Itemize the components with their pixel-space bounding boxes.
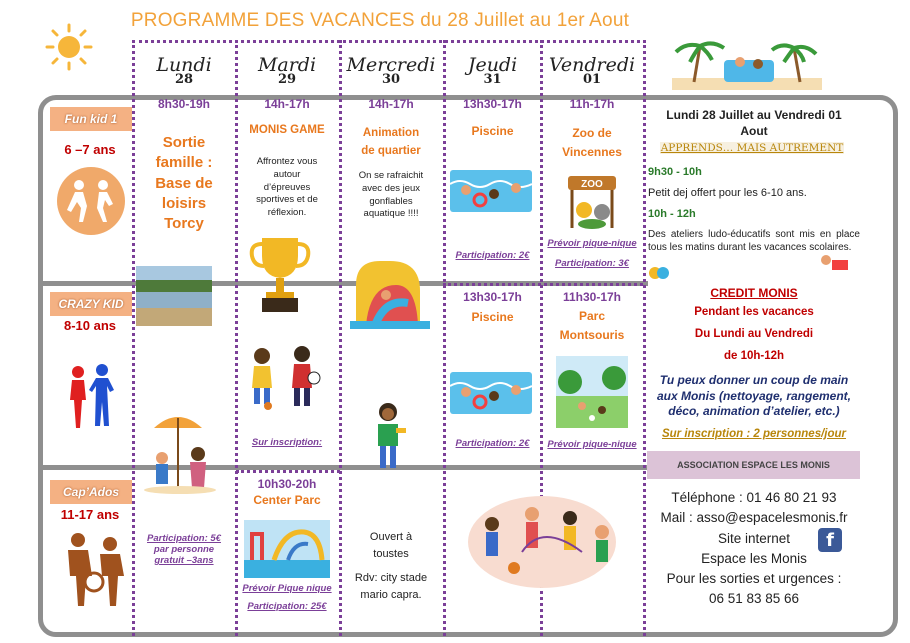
credit-title: CREDIT MONIS: [710, 286, 798, 300]
child-water-gun-illustration: [370, 400, 406, 472]
day-header-mercredi: [341, 54, 441, 87]
column-divider: [643, 40, 646, 636]
kids-sport-illustration: [244, 344, 326, 410]
vendredi-note-2: Prévoir pique-nique: [547, 439, 637, 450]
day-number: 30: [381, 72, 401, 87]
info-slot-1-text: Petit dej offert pour les 6-10 ans.: [648, 187, 807, 199]
group-label-fun-kid: Fun kid 1: [50, 107, 132, 131]
row-separator-2: [38, 465, 648, 470]
place-line: mario capra.: [360, 589, 422, 602]
contact-email[interactable]: Mail : asso@espacelesmonis.fr: [660, 510, 848, 526]
swimming-kids-illustration: [450, 372, 532, 414]
desc-line: autour: [273, 168, 301, 180]
association-banner: ASSOCIATION ESPACE LES MONIS: [647, 451, 860, 479]
mardi-time-2: 10h30-20h: [257, 477, 317, 491]
page-title: PROGRAMME DES VACANCES du 28 Juillet au 1er Aout: [130, 10, 630, 31]
activity-line: Vincennes: [562, 145, 622, 160]
mercredi-activity: [341, 124, 441, 161]
kids-jumping-icon: [55, 165, 127, 237]
swimming-kids-illustration: [450, 170, 532, 212]
beach-palm-illustration: [672, 38, 822, 90]
trophy-icon: [248, 234, 312, 316]
info-slot-2-text: Des ateliers ludo-éducatifs sont mis en place tous les matins durant les vacances scolaires.: [648, 229, 860, 253]
mercredi-time: 14h-17h: [368, 97, 414, 111]
day-number: 29: [277, 72, 297, 87]
park-illustration: [556, 356, 628, 428]
group-age: 11-17 ans: [60, 507, 120, 522]
day-number: 31: [483, 72, 502, 87]
info-title-line: Lundi 28 Juillet au Vendredi 01: [666, 108, 842, 122]
desc-line: aquatique !!!!: [363, 208, 419, 220]
contact-urgent-phone: 06 51 83 85 66: [708, 591, 800, 607]
header-top-line: [132, 40, 646, 43]
day-name: Vendredi: [548, 54, 636, 76]
zoo-illustration: [562, 172, 622, 230]
kids-reading-icon: [818, 252, 852, 272]
day-number: 01: [582, 72, 602, 87]
hands-icon: [648, 262, 670, 284]
day-name: Mercredi: [346, 54, 436, 76]
info-title-line: Aout: [740, 123, 768, 138]
vendredi-activity: [542, 124, 642, 162]
mardi-inscription: Sur inscription:: [251, 437, 323, 448]
participation-detail: gratuit –3ans: [154, 555, 214, 566]
info-slot-1-time: 9h30 - 10h: [648, 166, 702, 178]
credit-description: Tu peux donner un coup de main aux Monis (nettoyage, rangement, déco, animation d’atelier, etc.): [656, 373, 852, 419]
vendredi-activity-2: [542, 307, 642, 345]
credit-inscription: Sur inscription : 2 personnes/jour: [661, 428, 847, 440]
open-line: toustes: [373, 548, 409, 561]
facebook-icon[interactable]: f: [818, 528, 842, 552]
desc-line: gonflables: [369, 195, 413, 207]
lake-photo: [136, 266, 212, 326]
contact-phone: Téléphone : 01 46 80 21 93: [671, 490, 837, 505]
credit-line-1: Pendant les vacances: [694, 306, 814, 318]
contact-site-label: Site internet: [717, 530, 791, 546]
activity-line: Parc: [578, 309, 606, 323]
contact-urgent-label: Pour les sorties et urgences :: [666, 571, 842, 586]
activity-line: Sortie: [162, 134, 206, 151]
activity-line: Base de: [155, 174, 213, 192]
activity-line: famille :: [155, 154, 213, 172]
group-label-crazy-kid: CRAZY KID: [50, 292, 132, 316]
water-park-photo: [244, 520, 330, 578]
cell-divider: [236, 470, 340, 473]
jeudi-activity-2: Piscine: [471, 310, 514, 324]
vendredi-time: 11h-17h: [569, 97, 615, 111]
info-slot-2-time: 10h - 12h: [648, 208, 696, 220]
group-label-cap-ados: Cap’Ados: [50, 480, 132, 504]
day-header-jeudi: [445, 54, 540, 87]
day-header-mardi: [237, 54, 337, 87]
lundi-activity: [136, 133, 232, 234]
kids-sports-illustration: [452, 474, 632, 594]
vendredi-time-2: 11h30-17h: [562, 290, 622, 304]
day-number: 28: [174, 72, 194, 87]
open-line: Ouvert à: [369, 531, 413, 543]
participation-detail: par personne: [153, 544, 215, 555]
mardi-note: Prévoir Pique nique: [242, 583, 332, 594]
jeudi-time: 13h30-17h: [463, 97, 522, 111]
credit-line-3: de 10h-12h: [723, 350, 785, 362]
mercredi-description: [345, 170, 437, 221]
vendredi-note: Prévoir pique-nique: [547, 238, 637, 249]
group-age: 8-10 ans: [63, 318, 117, 333]
activity-line: Montsouris: [559, 328, 625, 343]
jeudi-time-2: 13h30-17h: [463, 290, 522, 304]
mardi-time: 14h-17h: [264, 97, 310, 111]
jeudi-participation: Participation: 2€: [455, 250, 530, 261]
desc-line: sportives et de: [256, 194, 318, 206]
cell-divider: [443, 283, 643, 286]
day-header-lundi: [134, 54, 234, 87]
info-title: [648, 108, 860, 139]
desc-line: On se rafraichit: [358, 170, 424, 181]
lundi-time: 8h30-19h: [157, 97, 211, 111]
day-name: Jeudi: [467, 54, 518, 76]
participation-label: Participation: 5€: [147, 533, 221, 544]
mercredi-place: [341, 570, 441, 604]
contact-site-name[interactable]: Espace les Monis: [701, 550, 807, 566]
lundi-participation: [134, 533, 234, 566]
activity-line: loisirs: [161, 194, 207, 212]
credit-line-2: Du Lundi au Vendredi: [694, 328, 814, 340]
activity-line: Animation: [362, 127, 420, 139]
day-name: Mardi: [257, 54, 317, 76]
desc-line: Affrontez vous: [256, 156, 318, 167]
vendredi-participation: Participation: 3€: [555, 258, 629, 269]
place-line: Rdv: city stade: [354, 572, 428, 584]
kids-silhouette-icon: [62, 362, 122, 432]
mardi-activity: MONIS GAME: [249, 124, 325, 136]
desc-line: réflexion.: [267, 207, 307, 219]
mercredi-open: [341, 529, 441, 563]
day-header-vendredi: [542, 54, 642, 87]
desc-line: d’épreuves: [263, 181, 311, 193]
zoo-sign-text: ZOO: [581, 179, 603, 190]
apprends-banner: APPRENDS… MAIS AUTREMENT: [660, 142, 844, 154]
water-slide-illustration: [346, 255, 434, 331]
mardi-description: [241, 156, 333, 220]
day-name: Lundi: [156, 54, 212, 76]
teens-silhouette-icon: [60, 530, 130, 608]
group-age: 6 –7 ans: [64, 142, 116, 157]
beach-family-illustration: [140, 408, 218, 494]
jeudi-participation-2: Participation: 2€: [455, 438, 530, 449]
activity-line: de quartier: [361, 145, 421, 158]
activity-line: Torcy: [164, 215, 204, 232]
sun-icon: [44, 22, 94, 72]
mardi-activity-2: Center Parc: [253, 493, 321, 507]
desc-line: avec des jeux: [361, 182, 421, 194]
jeudi-activity: Piscine: [471, 124, 514, 138]
activity-line: Zoo de: [572, 126, 612, 140]
mardi-participation: Participation: 25€: [247, 601, 327, 612]
